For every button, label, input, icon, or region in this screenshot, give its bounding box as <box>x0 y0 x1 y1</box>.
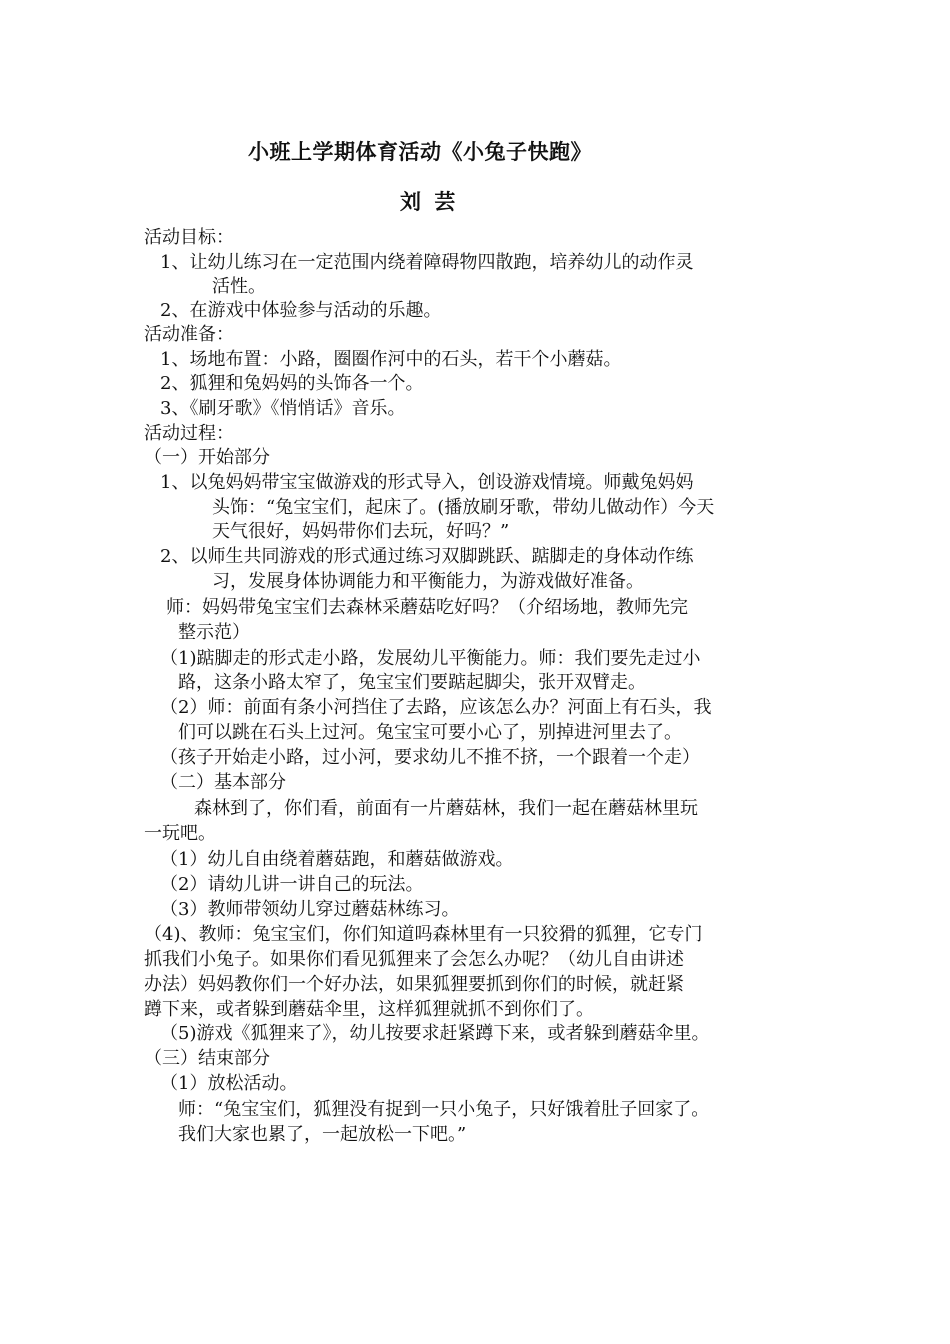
section-heading-goals: 活动目标： <box>144 227 234 248</box>
document-title: 小班上学期体育活动《小兔子快跑》 <box>248 140 592 164</box>
subsection-heading: （三）结束部分 <box>144 1048 270 1069</box>
text-line: 3、《刷牙歌》《悄悄话》音乐。 <box>160 398 406 419</box>
text-line: （2）请幼儿讲一讲自己的玩法。 <box>160 874 424 895</box>
text-line: 2、在游戏中体验参与活动的乐趣。 <box>160 300 442 321</box>
text-line: （5)游戏《狐狸来了》，幼儿按要求赶紧蹲下来，或者躲到蘑菇伞里。 <box>160 1023 710 1044</box>
text-line: （1）幼儿自由绕着蘑菇跑，和蘑菇做游戏。 <box>160 849 514 870</box>
text-line: 我们大家也累了，一起放松一下吧。” <box>178 1124 467 1145</box>
text-line: 1、让幼儿练习在一定范围内绕着障碍物四散跑，培养幼儿的动作灵 <box>160 252 694 273</box>
text-line: （3）教师带领幼儿穿过蘑菇林练习。 <box>160 899 460 920</box>
text-line: 们可以跳在石头上过河。兔宝宝可要小心了，别掉进河里去了。 <box>178 722 682 743</box>
text-line: 活性。 <box>212 276 266 297</box>
subsection-heading: （二）基本部分 <box>160 772 286 793</box>
text-line: （2）师：前面有条小河挡住了去路，应该怎么办？河面上有石头，我 <box>160 697 712 718</box>
section-heading-process: 活动过程： <box>144 423 234 444</box>
text-line: 办法）妈妈教你们一个好办法，如果狐狸要抓到你们的时候，就赶紧 <box>144 974 684 995</box>
subsection-heading: （一）开始部分 <box>144 447 270 468</box>
text-line: （4)、教师：兔宝宝们，你们知道吗森林里有一只狡猾的狐狸，它专门 <box>144 924 703 945</box>
text-line: 师：“兔宝宝们，狐狸没有捉到一只小兔子，只好饿着肚子回家了。 <box>178 1099 710 1120</box>
text-line: 2、狐狸和兔妈妈的头饰各一个。 <box>160 373 424 394</box>
text-line: 蹲下来，或者躲到蘑菇伞里，这样狐狸就抓不到你们了。 <box>144 999 594 1020</box>
text-line: 路，这条小路太窄了，兔宝宝们要踮起脚尖，张开双臂走。 <box>178 672 646 693</box>
text-line: （1)踮脚走的形式走小路，发展幼儿平衡能力。师：我们要先走过小 <box>160 648 701 669</box>
text-line: （1）放松活动。 <box>160 1073 298 1094</box>
section-heading-preparation: 活动准备： <box>144 324 234 345</box>
text-line: 森林到了，你们看，前面有一片蘑菇林，我们一起在蘑菇林里玩 <box>194 798 698 819</box>
document-author: 刘 芸 <box>400 190 459 214</box>
text-line: 师：妈妈带兔宝宝们去森林采蘑菇吃好吗？（介绍场地，教师先完 <box>166 597 688 618</box>
text-line: 2、以师生共同游戏的形式通过练习双脚跳跃、踮脚走的身体动作练 <box>160 546 694 567</box>
text-line: 一玩吧。 <box>144 823 216 844</box>
text-line: 习，发展身体协调能力和平衡能力，为游戏做好准备。 <box>212 571 644 592</box>
text-line: 天气很好，妈妈带你们去玩，好吗？” <box>212 521 510 542</box>
text-line: （孩子开始走小路，过小河，要求幼儿不推不挤，一个跟着一个走） <box>160 747 700 768</box>
text-line: 整示范） <box>178 622 250 643</box>
text-line: 抓我们小兔子。如果你们看见狐狸来了会怎么办呢？（幼儿自由讲述 <box>144 949 684 970</box>
text-line: 头饰：“兔宝宝们，起床了。(播放刷牙歌，带幼儿做动作）今天 <box>212 497 715 518</box>
text-line: 1、以兔妈妈带宝宝做游戏的形式导入，创设游戏情境。师戴兔妈妈 <box>160 472 694 493</box>
text-line: 1、场地布置：小路，圈圈作河中的石头，若干个小蘑菇。 <box>160 349 622 370</box>
